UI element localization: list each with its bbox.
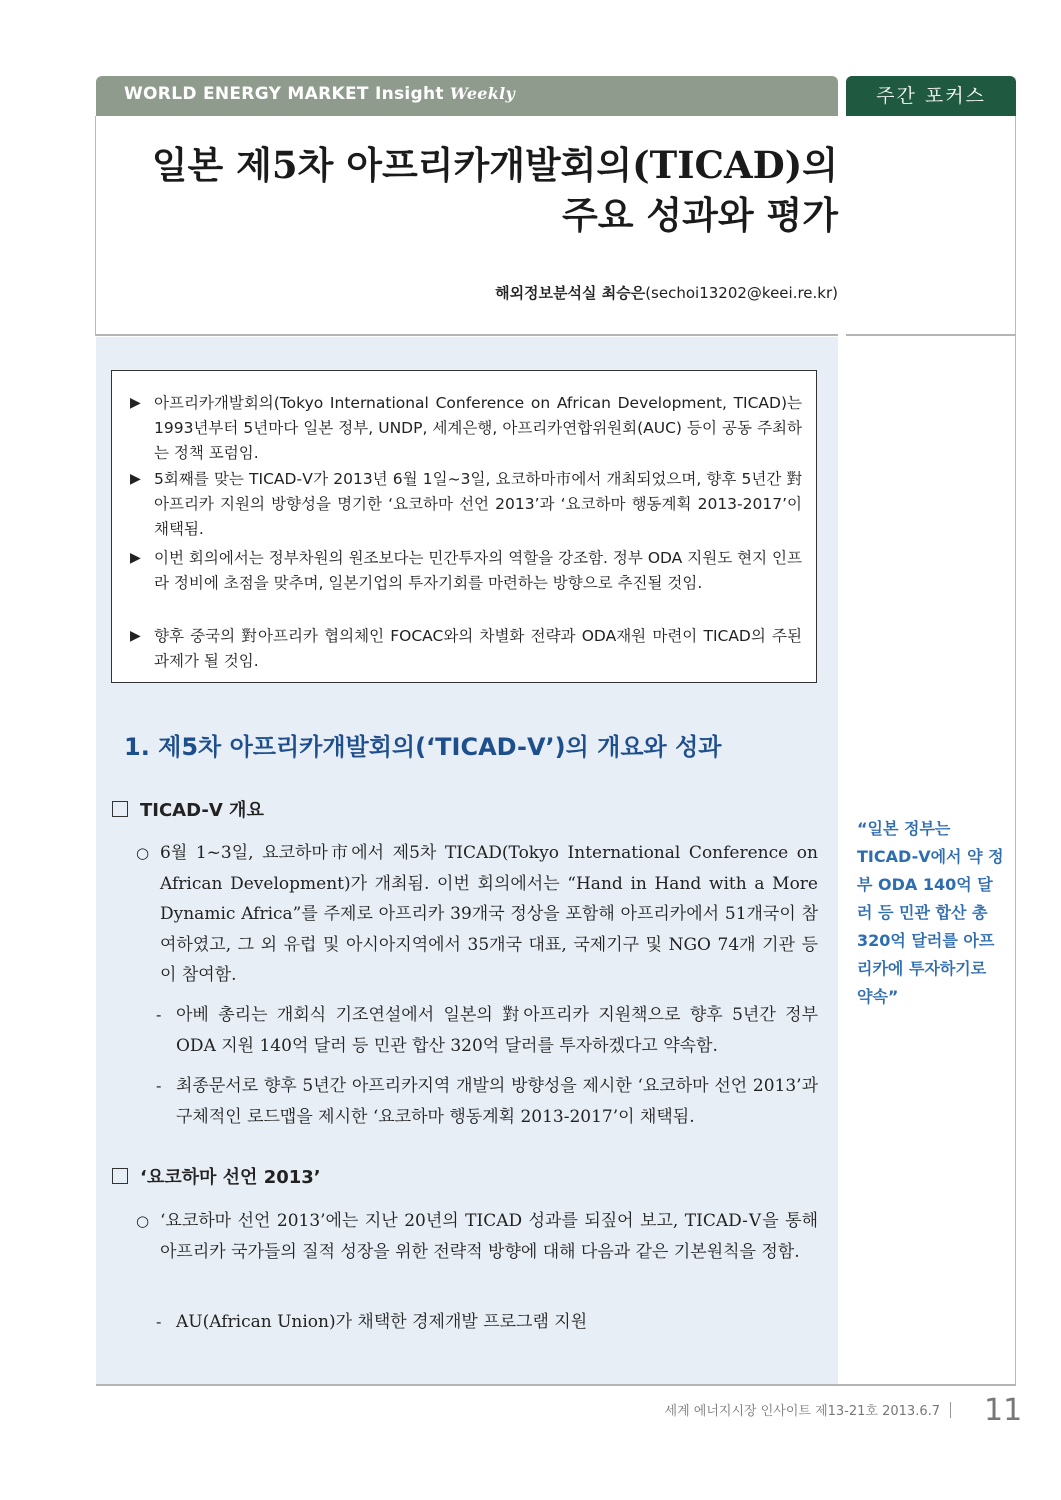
checkbox-square-icon <box>112 801 128 817</box>
footer-publication: 세계 에너지시장 인사이트 제13-21호 2013.6.7 <box>664 1404 940 1419</box>
circle-bullet-icon: ○ <box>136 844 150 862</box>
right-rule <box>1015 116 1016 1386</box>
triangle-bullet-icon: ▶ <box>130 550 141 566</box>
article-title-line2: 주요 성과와 평가 <box>562 193 838 237</box>
article-title <box>100 140 838 240</box>
subsection-heading: ‘요코하마 선언 2013’ <box>112 1163 321 1189</box>
section-heading: 1. 제5차 아프리카개발회의(‘TICAD-Ⅴ’)의 개요와 성과 <box>124 733 722 761</box>
header-bar <box>96 76 838 116</box>
dash-item: - 최종문서로 향후 5년간 아프리카지역 개발의 방향성을 제시한 ‘요코하마 선언 2013’과 구체적인 로드맵을 제시한 ‘요코하마 행동계획 2013-2017’이 채택됨. <box>156 1071 818 1132</box>
weekly-label: Weekly <box>449 84 516 103</box>
subsection-heading: TICAD-Ⅴ 개요 <box>112 796 264 822</box>
summary-item: ▶ 5회째를 맞는 TICAD-Ⅴ가 2013년 6월 1일~3일, 요코하마市에서 개최되었으며, 향후 5년간 對아프리카 지원의 방향성을 명기한 ‘요코하마 선언 2013’과 ‘요코하마 행동계획 2013-2017’이 채택됨. <box>130 467 802 542</box>
publication-title: WORLD ENERGY MARKET Insight <box>124 84 444 104</box>
triangle-bullet-icon: ▶ <box>130 395 141 411</box>
author-email: (sechoi13202@keei.re.kr) <box>645 284 838 302</box>
divider <box>96 1384 1016 1386</box>
section-tab-weekly-focus: 주간 포커스 <box>846 76 1016 116</box>
footer <box>665 1400 961 1419</box>
circle-bullet-icon: ○ <box>136 1212 150 1230</box>
triangle-bullet-icon: ▶ <box>130 628 141 644</box>
body-paragraph: ○ 6월 1~3일, 요코하마市에서 제5차 TICAD(Tokyo International Conference on African Development)가 개최됨. 이번 회의에서는 “Hand in Hand with a More Dynamic Africa”를 주제로 아프리카 39개국 정상을 포함해 아프리카에서 51개국이 참여하였고, 그 외 유럽 및 아시아지역에서 35개국 대표, 국제기구 및 NGO 74개 기관 등이 참여함. <box>136 838 818 991</box>
author-name: 해외정보분석실 최승은 <box>495 284 646 302</box>
dash-bullet-icon: - <box>156 1313 162 1331</box>
divider <box>96 334 838 336</box>
dash-item: - AU(African Union)가 채택한 경제개발 프로그램 지원 <box>156 1307 818 1338</box>
dash-bullet-icon: - <box>156 1077 162 1095</box>
triangle-bullet-icon: ▶ <box>130 471 141 487</box>
summary-item: ▶ 이번 회의에서는 정부차원의 원조보다는 민간투자의 역할을 강조함. 정부 ODA 지원도 현지 인프라 정비에 초점을 맞추며, 일본기업의 투자기회를 마련하는 방향으로 추진될 것임. <box>130 546 802 596</box>
summary-item: ▶ 아프리카개발회의(Tokyo International Conference on African Development, TICAD)는 1993년부터 5년마다 일본 정부, UNDP, 세계은행, 아프리카연합위원회(AUC) 등이 공동 주최하는 정책 포럼임. <box>130 391 802 466</box>
page-number: 11 <box>984 1393 1023 1428</box>
summary-box <box>111 370 817 683</box>
publication-header <box>124 84 515 104</box>
checkbox-square-icon <box>112 1168 128 1184</box>
summary-item: ▶ 향후 중국의 對아프리카 협의체인 FOCAC와의 차별화 전략과 ODA재원 마련이 TICAD의 주된 과제가 될 것임. <box>130 624 802 674</box>
dash-bullet-icon: - <box>156 1006 162 1024</box>
left-rule <box>95 116 96 336</box>
pull-quote: “일본 정부는 TICAD-Ⅴ에서 약 정부 ODA 140억 달러 등 민관 합산 총 320억 달러를 아프리카에 투자하기로 약속” <box>857 819 1004 1006</box>
dash-item: - 아베 총리는 개회식 기조연설에서 일본의 對아프리카 지원책으로 향후 5년간 정부 ODA 지원 140억 달러 등 민관 합산 320억 달러를 투자하겠다고 약속함. <box>156 1000 818 1061</box>
footer-separator <box>950 1402 951 1418</box>
body-paragraph: ○ ‘요코하마 선언 2013’에는 지난 20년의 TICAD 성과를 되짚어 보고, TICAD-Ⅴ을 통해 아프리카 국가들의 질적 성장을 위한 전략적 방향에 대해 다음과 같은 기본원칙을 정함. <box>136 1206 818 1267</box>
article-title-line1: 일본 제5차 아프리카개발회의(TICAD)의 <box>151 143 838 187</box>
author-line <box>495 282 838 303</box>
divider <box>846 334 1016 336</box>
